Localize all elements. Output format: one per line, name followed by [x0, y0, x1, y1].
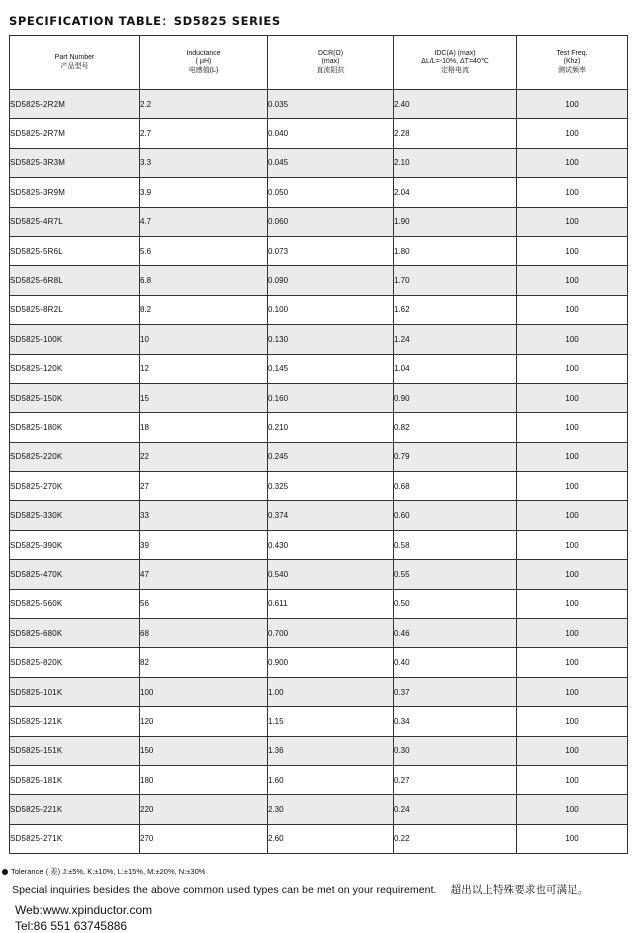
- table-row: [10, 442, 628, 471]
- cell-part-number: SD5825-5R6L: [10, 236, 140, 265]
- cell-dcr: 0.210: [268, 413, 394, 442]
- cell-part-number: SD5825-820K: [10, 648, 140, 677]
- cell-test-freq: 100: [517, 325, 628, 354]
- header-dcr-line: 直流阻抗: [316, 66, 345, 74]
- cell-inductance: 120: [140, 707, 268, 736]
- cell-idc: 2.28: [394, 119, 517, 148]
- table-row: [10, 148, 628, 177]
- bullet-icon: [2, 869, 8, 875]
- table-row: [10, 677, 628, 706]
- header-dcr-line: DCR(Ω): [317, 49, 344, 57]
- cell-inductance: 270: [140, 824, 268, 853]
- cell-dcr: 2.30: [268, 795, 394, 824]
- table-row: [10, 472, 628, 501]
- cell-idc: 0.24: [394, 795, 517, 824]
- header-dcr: [268, 36, 394, 90]
- cell-dcr: 0.100: [268, 295, 394, 324]
- cell-inductance: 5.6: [140, 236, 268, 265]
- cell-test-freq: 100: [517, 207, 628, 236]
- cell-part-number: SD5825-101K: [10, 677, 140, 706]
- cell-dcr: 1.15: [268, 707, 394, 736]
- cell-test-freq: 100: [517, 560, 628, 589]
- cell-inductance: 6.8: [140, 266, 268, 295]
- cell-part-number: SD5825-3R3M: [10, 148, 140, 177]
- cell-dcr: 0.035: [268, 90, 394, 119]
- cell-idc: 2.04: [394, 178, 517, 207]
- cell-dcr: 0.045: [268, 148, 394, 177]
- cell-inductance: 82: [140, 648, 268, 677]
- page-title: SPECIFICATION TABLE：SD5825 SERIES: [9, 14, 281, 28]
- table-row: [10, 295, 628, 324]
- cell-test-freq: 100: [517, 619, 628, 648]
- cell-idc: 0.37: [394, 677, 517, 706]
- cell-test-freq: 100: [517, 236, 628, 265]
- table-row: [10, 354, 628, 383]
- header-freq-line: Test Freq.: [556, 49, 588, 57]
- header-idc-line: 定格电流: [441, 66, 469, 74]
- cell-inductance: 3.9: [140, 178, 268, 207]
- cell-test-freq: 100: [517, 824, 628, 853]
- table-row: [10, 266, 628, 295]
- cell-dcr: 2.60: [268, 824, 394, 853]
- cell-part-number: SD5825-271K: [10, 824, 140, 853]
- table-row: [10, 765, 628, 794]
- header-inductance-line: Inductance: [186, 49, 221, 57]
- cell-part-number: SD5825-150K: [10, 383, 140, 412]
- cell-test-freq: 100: [517, 765, 628, 794]
- header-idc: [394, 36, 517, 90]
- cell-test-freq: 100: [517, 148, 628, 177]
- cell-dcr: 1.00: [268, 677, 394, 706]
- cell-idc: 1.24: [394, 325, 517, 354]
- cell-inductance: 68: [140, 619, 268, 648]
- table-row: [10, 325, 628, 354]
- table-row: [10, 178, 628, 207]
- table-row: [10, 560, 628, 589]
- cell-test-freq: 100: [517, 266, 628, 295]
- cell-part-number: SD5825-220K: [10, 442, 140, 471]
- table-row: [10, 795, 628, 824]
- cell-test-freq: 100: [517, 90, 628, 119]
- cell-dcr: 0.245: [268, 442, 394, 471]
- cell-dcr: 0.090: [268, 266, 394, 295]
- table-row: [10, 90, 628, 119]
- cell-test-freq: 100: [517, 795, 628, 824]
- cell-idc: 1.62: [394, 295, 517, 324]
- cell-idc: 2.40: [394, 90, 517, 119]
- table-row: [10, 207, 628, 236]
- cell-dcr: 0.073: [268, 236, 394, 265]
- header-inductance: [140, 36, 268, 90]
- cell-inductance: 8.2: [140, 295, 268, 324]
- table-row: [10, 736, 628, 765]
- cell-dcr: 1.36: [268, 736, 394, 765]
- table-row: [10, 530, 628, 559]
- header-part-number: [10, 36, 140, 90]
- cell-test-freq: 100: [517, 383, 628, 412]
- table-header-row: [10, 36, 628, 90]
- cell-inductance: 47: [140, 560, 268, 589]
- cell-test-freq: 100: [517, 472, 628, 501]
- cell-idc: 0.68: [394, 472, 517, 501]
- cell-test-freq: 100: [517, 295, 628, 324]
- cell-inductance: 100: [140, 677, 268, 706]
- cell-dcr: 0.160: [268, 383, 394, 412]
- cell-dcr: 0.430: [268, 530, 394, 559]
- special-inquiries-en: Special inquiries besides the above common used types can be met on your requirement.: [12, 884, 437, 896]
- cell-part-number: SD5825-560K: [10, 589, 140, 618]
- table-row: [10, 119, 628, 148]
- cell-test-freq: 100: [517, 413, 628, 442]
- tolerance-text: Tolerance ( 差) J:±5%, K:±10%, L:±15%, M:±20%, N:±30%: [11, 867, 206, 876]
- cell-idc: 0.50: [394, 589, 517, 618]
- cell-test-freq: 100: [517, 119, 628, 148]
- cell-inductance: 220: [140, 795, 268, 824]
- special-inquiries-cn: 超出以上特殊要求也可满足。: [450, 884, 589, 896]
- cell-inductance: 2.2: [140, 90, 268, 119]
- cell-idc: 0.34: [394, 707, 517, 736]
- cell-part-number: SD5825-121K: [10, 707, 140, 736]
- cell-part-number: SD5825-470K: [10, 560, 140, 589]
- cell-idc: 2.10: [394, 148, 517, 177]
- header-inductance-line: 电感值(L): [188, 66, 219, 74]
- cell-part-number: SD5825-330K: [10, 501, 140, 530]
- cell-part-number: SD5825-180K: [10, 413, 140, 442]
- cell-test-freq: 100: [517, 530, 628, 559]
- cell-test-freq: 100: [517, 442, 628, 471]
- cell-test-freq: 100: [517, 736, 628, 765]
- cell-idc: 0.60: [394, 501, 517, 530]
- cell-idc: 1.70: [394, 266, 517, 295]
- cell-dcr: 0.374: [268, 501, 394, 530]
- cell-inductance: 2.7: [140, 119, 268, 148]
- cell-idc: 0.40: [394, 648, 517, 677]
- specification-table: [9, 35, 628, 854]
- cell-inductance: 150: [140, 736, 268, 765]
- cell-part-number: SD5825-680K: [10, 619, 140, 648]
- header-part-line: Part Number: [54, 54, 95, 61]
- cell-inductance: 39: [140, 530, 268, 559]
- cell-dcr: 0.060: [268, 207, 394, 236]
- cell-inductance: 56: [140, 589, 268, 618]
- cell-idc: 0.82: [394, 413, 517, 442]
- cell-idc: 0.27: [394, 765, 517, 794]
- cell-test-freq: 100: [517, 648, 628, 677]
- cell-inductance: 180: [140, 765, 268, 794]
- cell-idc: 1.80: [394, 236, 517, 265]
- header-idc-line: IDC(A) (max): [434, 49, 476, 57]
- cell-test-freq: 100: [517, 354, 628, 383]
- cell-part-number: SD5825-390K: [10, 530, 140, 559]
- cell-dcr: 0.130: [268, 325, 394, 354]
- cell-inductance: 4.7: [140, 207, 268, 236]
- cell-inductance: 10: [140, 325, 268, 354]
- table-row: [10, 589, 628, 618]
- cell-dcr: 0.145: [268, 354, 394, 383]
- header-inductance-line: ( μH): [195, 58, 212, 66]
- cell-idc: 0.58: [394, 530, 517, 559]
- header-dcr-line: (max): [321, 58, 340, 66]
- website-text: Web:www.xpinductor.com: [15, 903, 153, 917]
- cell-idc: 1.90: [394, 207, 517, 236]
- telephone-text: Tel:86 551 63745886: [15, 919, 128, 933]
- cell-dcr: 0.700: [268, 619, 394, 648]
- cell-dcr: 0.040: [268, 119, 394, 148]
- cell-inductance: 22: [140, 442, 268, 471]
- cell-idc: 1.04: [394, 354, 517, 383]
- header-freq-line: (Khz): [563, 58, 581, 66]
- cell-part-number: SD5825-2R7M: [10, 119, 140, 148]
- header-idc-line: ΔL/L=-10%, ΔT=40℃: [421, 58, 489, 66]
- cell-part-number: SD5825-181K: [10, 765, 140, 794]
- cell-part-number: SD5825-100K: [10, 325, 140, 354]
- cell-idc: 0.55: [394, 560, 517, 589]
- table-body: [10, 90, 628, 854]
- cell-inductance: 33: [140, 501, 268, 530]
- cell-idc: 0.22: [394, 824, 517, 853]
- cell-part-number: SD5825-151K: [10, 736, 140, 765]
- cell-test-freq: 100: [517, 501, 628, 530]
- cell-inductance: 15: [140, 383, 268, 412]
- cell-part-number: SD5825-6R8L: [10, 266, 140, 295]
- table-row: [10, 619, 628, 648]
- cell-test-freq: 100: [517, 707, 628, 736]
- cell-dcr: 1.60: [268, 765, 394, 794]
- cell-dcr: 0.325: [268, 472, 394, 501]
- table-row: [10, 383, 628, 412]
- cell-part-number: SD5825-120K: [10, 354, 140, 383]
- table-row: [10, 413, 628, 442]
- cell-part-number: SD5825-4R7L: [10, 207, 140, 236]
- cell-idc: 0.79: [394, 442, 517, 471]
- cell-dcr: 0.540: [268, 560, 394, 589]
- table-row: [10, 648, 628, 677]
- table-row: [10, 501, 628, 530]
- cell-test-freq: 100: [517, 589, 628, 618]
- table-row: [10, 824, 628, 853]
- cell-part-number: SD5825-270K: [10, 472, 140, 501]
- cell-dcr: 0.611: [268, 589, 394, 618]
- header-part-line: 产品型号: [60, 62, 89, 70]
- cell-inductance: 3.3: [140, 148, 268, 177]
- cell-inductance: 12: [140, 354, 268, 383]
- table-row: [10, 707, 628, 736]
- cell-test-freq: 100: [517, 677, 628, 706]
- cell-test-freq: 100: [517, 178, 628, 207]
- special-inquiries-note: [12, 882, 588, 897]
- header-test-freq: [517, 36, 628, 90]
- cell-dcr: 0.900: [268, 648, 394, 677]
- tolerance-note: [2, 866, 205, 877]
- cell-part-number: SD5825-2R2M: [10, 90, 140, 119]
- cell-dcr: 0.050: [268, 178, 394, 207]
- header-freq-line: 测试频率: [558, 66, 586, 74]
- cell-inductance: 27: [140, 472, 268, 501]
- cell-idc: 0.30: [394, 736, 517, 765]
- cell-idc: 0.90: [394, 383, 517, 412]
- cell-idc: 0.46: [394, 619, 517, 648]
- cell-part-number: SD5825-3R9M: [10, 178, 140, 207]
- cell-part-number: SD5825-221K: [10, 795, 140, 824]
- table-row: [10, 236, 628, 265]
- cell-inductance: 18: [140, 413, 268, 442]
- cell-part-number: SD5825-8R2L: [10, 295, 140, 324]
